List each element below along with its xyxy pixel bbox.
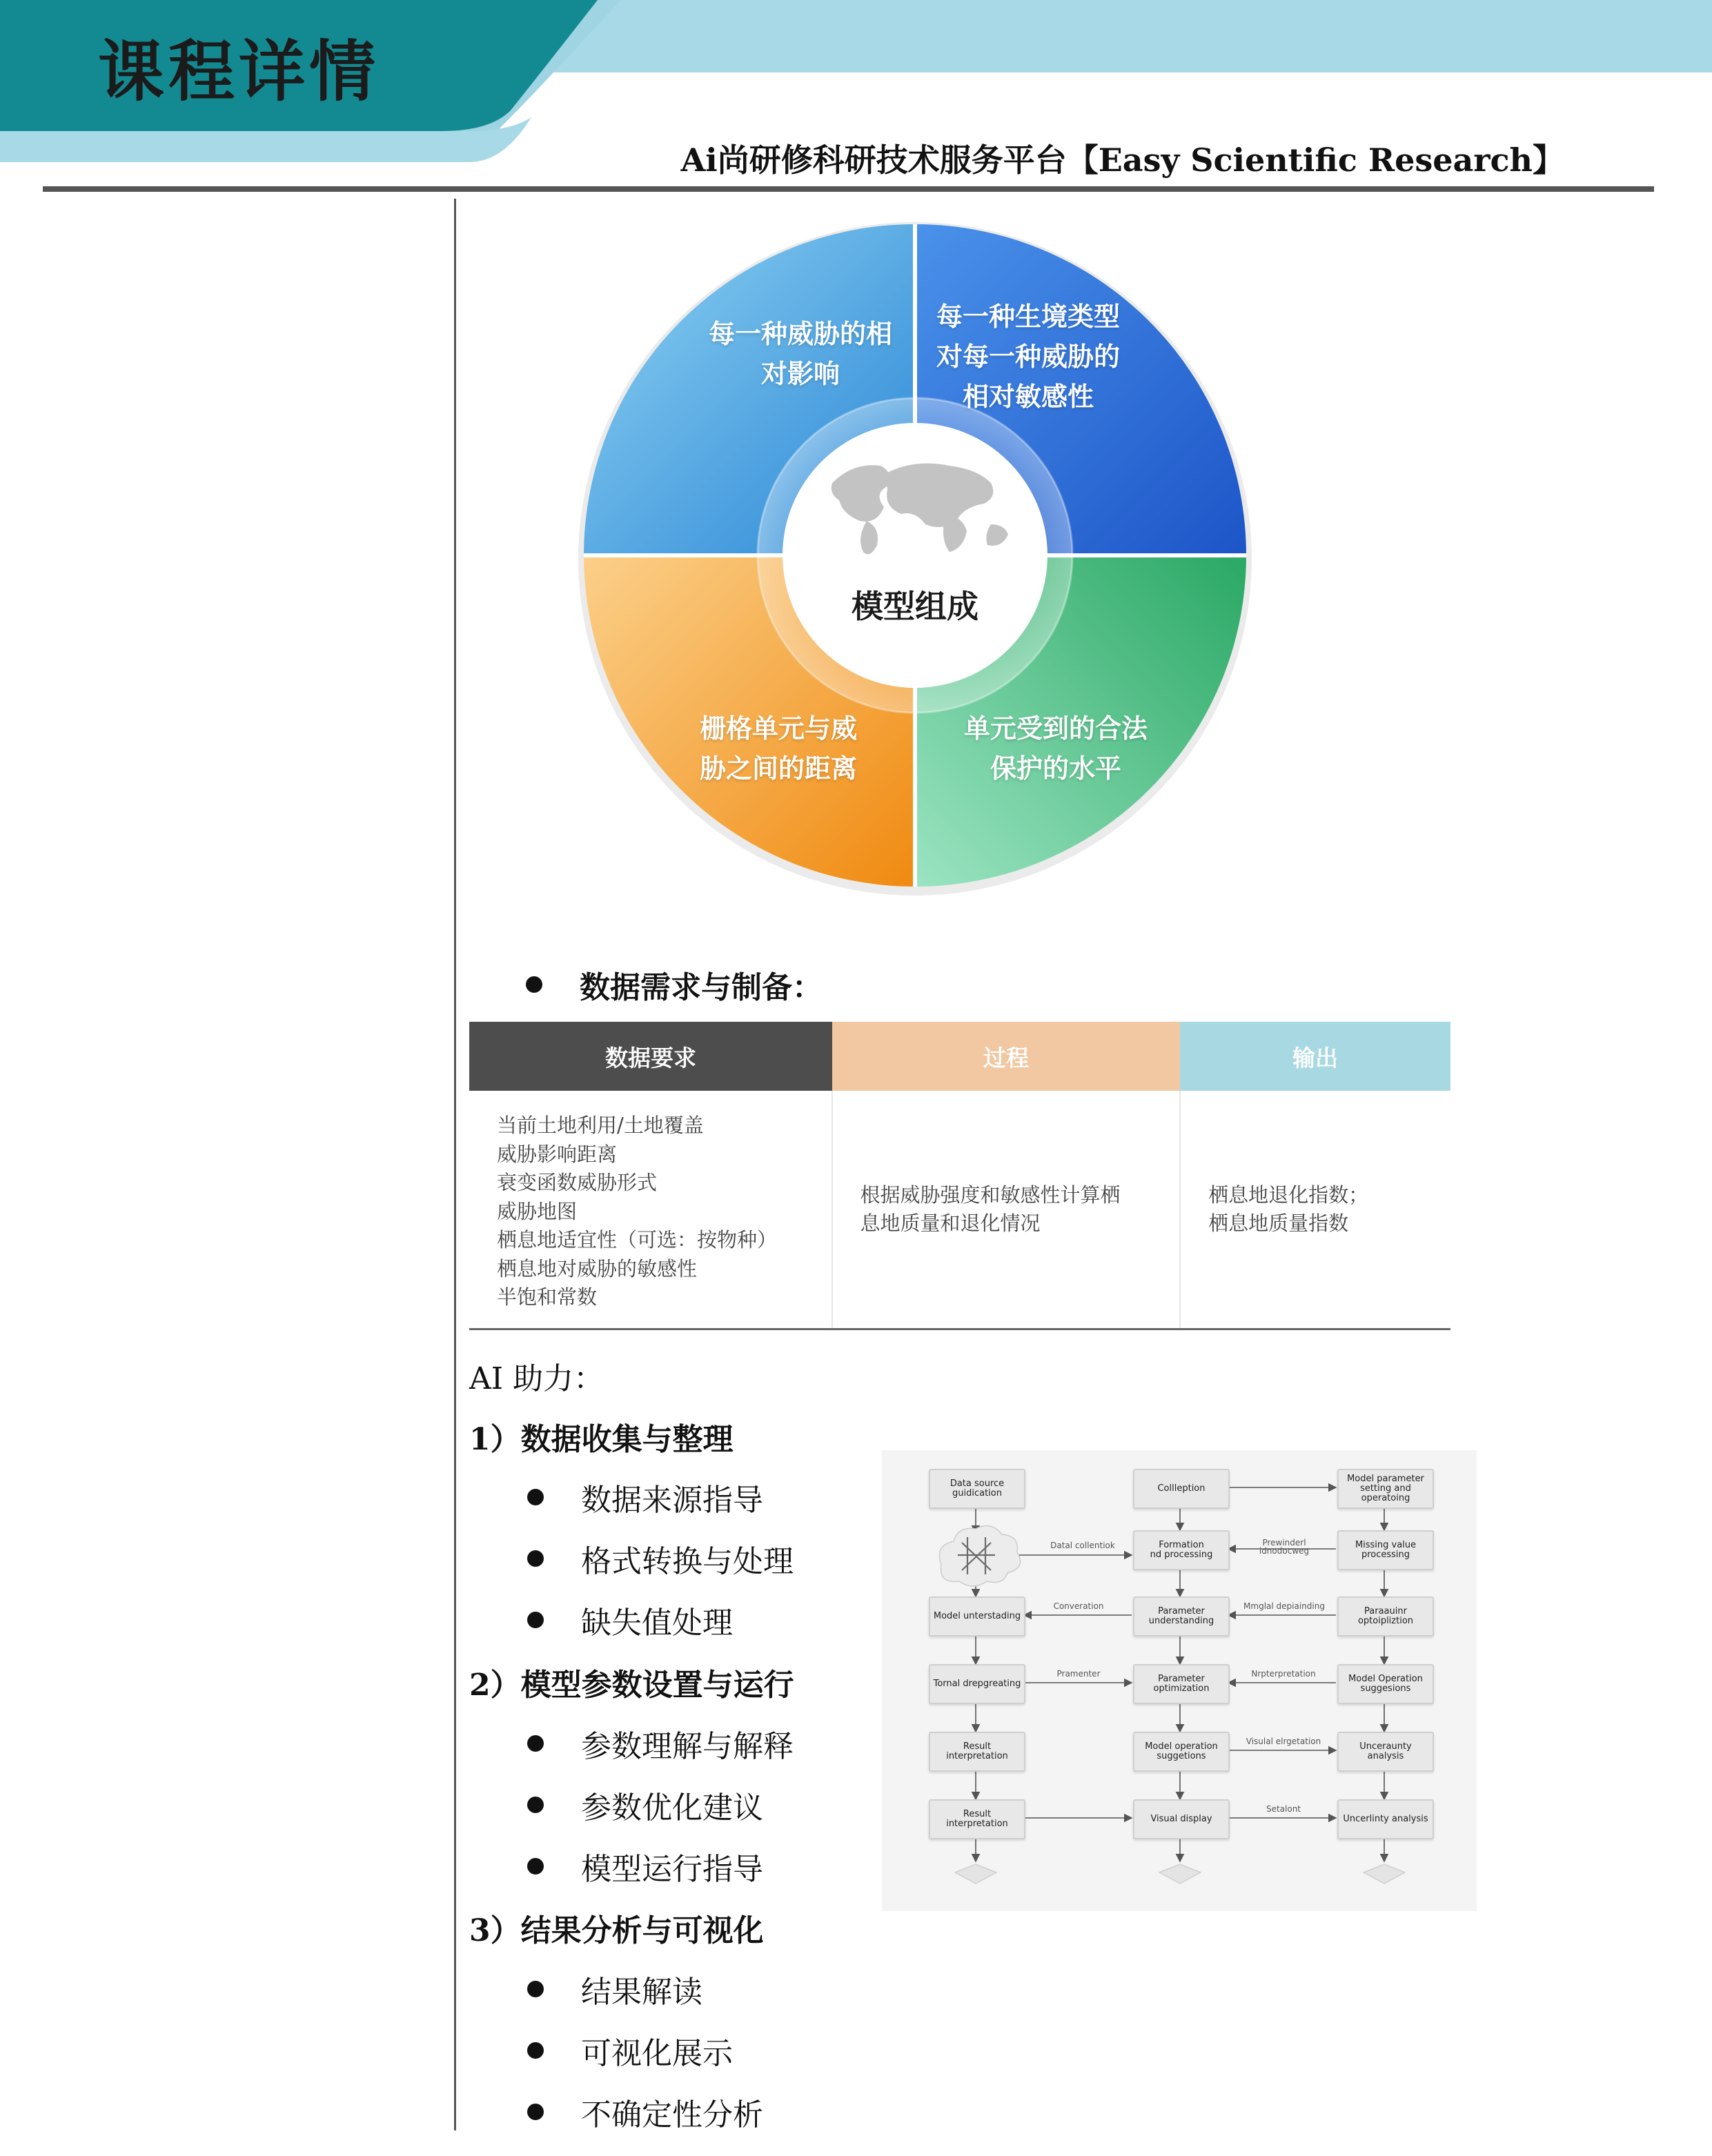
table-header-output: 输出 — [1180, 1022, 1450, 1091]
flow-box-parameter-optimization-right: Paraauinr optoipliztion — [1337, 1596, 1434, 1636]
flow-box-parameter-understanding: Parameter understanding — [1133, 1596, 1230, 1636]
list-item — [527, 1783, 763, 1827]
bullet-icon — [527, 2042, 544, 2059]
flow-box-model-operation: Model Operation suggesions — [1337, 1664, 1434, 1704]
table-header-row — [469, 1022, 1450, 1091]
wheel-center-label: 模型组成 — [852, 588, 978, 625]
list-item-text: 数据来源指导 — [581, 1483, 763, 1518]
requirement-item: 当前土地利用/土地覆盖 — [497, 1114, 704, 1137]
bullet-icon — [527, 1735, 544, 1752]
table-header-requirements: 数据要求 — [469, 1022, 832, 1091]
list-item-text: 参数优化建议 — [581, 1790, 763, 1826]
list-item-text: 不确定性分析 — [581, 2097, 763, 2133]
flow-box-data-source: Data source guidication — [929, 1469, 1025, 1509]
flow-box-model-operation-suggestions: Model operation suggetions — [1133, 1732, 1230, 1772]
flow-edge-label: Mmglal depiainding — [1243, 1601, 1325, 1611]
platform-subtitle: Ai尚研修科研技术服务平台【Easy Scientific Research】 — [680, 141, 1564, 179]
list-item — [527, 2028, 733, 2073]
requirement-item: 半饱和常数 — [497, 1285, 598, 1309]
ai-workflow-flowchart — [882, 1450, 1477, 1911]
table-cell-process — [833, 1091, 1181, 1328]
flow-box-uncertainty-analysis-2: Uncerlinty analysis — [1337, 1799, 1434, 1839]
flow-edge-label: Datal collentiok — [1050, 1541, 1115, 1550]
quadrant-label-distance: 栅格单元与威 胁之间的距离 — [699, 713, 857, 784]
section-data-heading — [526, 962, 823, 1007]
ai-group-title: 1）数据收集与整理 — [469, 1422, 734, 1457]
flow-box-missing-value: Missing value processing — [1337, 1530, 1434, 1570]
requirement-item: 威胁影响距离 — [497, 1142, 618, 1166]
list-item-text: 缺失值处理 — [581, 1605, 733, 1641]
data-cloud-icon — [939, 1526, 1020, 1587]
list-item — [527, 2090, 763, 2134]
bullet-icon — [527, 1981, 544, 1997]
quadrant-label-habitat-sensitivity: 每一种生境类型 对每一种威胁的 相对敏感性 — [936, 301, 1120, 412]
list-item-text: 参数理解与解释 — [581, 1729, 794, 1764]
flow-box-collection: Collleption — [1133, 1469, 1230, 1509]
flow-box-model-understanding: Model unterstading — [929, 1596, 1025, 1636]
list-item-text: 格式转换与处理 — [581, 1544, 794, 1579]
flow-edge-label: Pramenter — [1056, 1669, 1101, 1679]
bullet-icon — [527, 2104, 544, 2120]
process-line: 根据威胁强度和敏感性计算栖 — [860, 1183, 1121, 1207]
requirement-item: 栖息地适宜性（可选：按物种） — [497, 1228, 778, 1252]
quadrant-label-relative-impact: 每一种威胁的相 对影响 — [708, 319, 892, 389]
flow-box-result-interpretation-2: Result interpretation — [929, 1799, 1025, 1839]
ai-group-title: 2）模型参数设置与运行 — [469, 1668, 794, 1703]
bullet-icon — [527, 1612, 544, 1628]
bullet-icon — [527, 1858, 544, 1875]
quadrant-label-legal-protection: 单元受到的合法 保护的水平 — [963, 713, 1148, 784]
output-line: 栖息地质量指数 — [1208, 1211, 1349, 1235]
process-line: 息地质量和退化情况 — [860, 1211, 1041, 1235]
requirement-item: 栖息地对威胁的敏感性 — [497, 1256, 698, 1280]
bullet-icon — [527, 1489, 544, 1505]
table-header-process: 过程 — [832, 1022, 1180, 1091]
requirement-item: 威胁地图 — [497, 1199, 578, 1223]
bullet-icon — [527, 1797, 544, 1813]
bullet-icon — [527, 1550, 544, 1567]
list-item — [527, 1536, 794, 1581]
page-title: 课程详情 — [98, 33, 380, 110]
section-data-heading-text: 数据需求与制备： — [580, 970, 823, 1005]
bullet-icon — [526, 976, 542, 993]
output-line: 栖息地退化指数； — [1208, 1183, 1369, 1207]
table-cell-output — [1181, 1091, 1450, 1328]
table-cell-requirements — [469, 1091, 833, 1328]
header-divider — [43, 186, 1654, 192]
flow-edge-label: Setalont — [1266, 1804, 1301, 1814]
list-item — [527, 1475, 763, 1519]
table-row — [469, 1091, 1450, 1330]
flow-box-parameter-optimization: Parameter optimization — [1133, 1664, 1230, 1704]
ai-group-title: 3）结果分析与可视化 — [469, 1913, 764, 1948]
data-requirements-table — [469, 1022, 1450, 1330]
process-text — [860, 1181, 1121, 1238]
flow-box-uncertainty-analysis: Unceraunty analysis — [1337, 1732, 1434, 1772]
flow-box-model-parameter-setting: Model parameter setting and operatoing — [1337, 1469, 1434, 1509]
flow-edge-label: Prewinderl idnodocweg — [1259, 1538, 1310, 1556]
flow-box-formation-processing: Formation nd processing — [1133, 1530, 1230, 1570]
list-item-text: 模型运行指导 — [581, 1852, 763, 1887]
flow-edge-label: Nrpterpretation — [1251, 1669, 1316, 1679]
list-item — [527, 1721, 794, 1766]
list-item-text: 结果解读 — [581, 1975, 702, 2010]
flow-box-result-interpretation: Result interpretation — [929, 1732, 1025, 1772]
left-margin-rule — [454, 199, 456, 2130]
list-item — [527, 1598, 733, 1642]
flow-box-visual-display: Visual display — [1133, 1799, 1230, 1839]
list-item — [527, 1844, 763, 1888]
output-text — [1208, 1181, 1368, 1238]
list-item — [527, 1967, 702, 2011]
list-item-text: 可视化展示 — [581, 2036, 733, 2071]
flow-edge-label: Visulal elrgetation — [1246, 1737, 1321, 1746]
flow-box-tornal: Tornal drepgreating — [929, 1664, 1025, 1704]
ai-assist-label: AI 助力： — [469, 1361, 604, 1396]
flow-edge-label: Converation — [1053, 1601, 1104, 1611]
requirement-item: 衰变函数威胁形式 — [497, 1171, 658, 1194]
